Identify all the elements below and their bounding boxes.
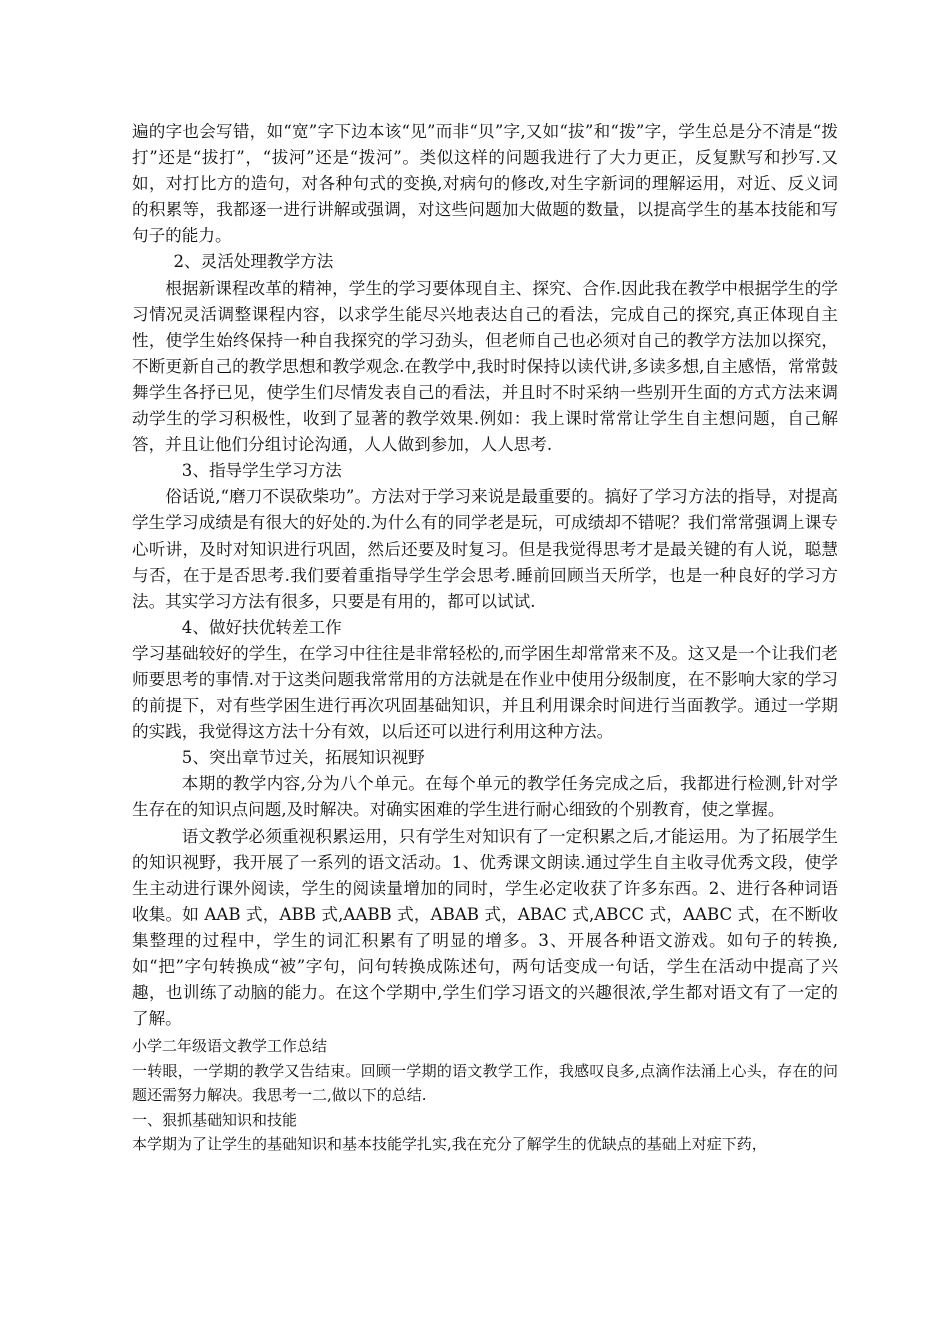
paragraph-proverb: 俗话说,“磨刀不误砍柴功”。方法对于学习来说是最重要的。搞好了学习方法的指导，对提高学生学习成绩是有很大的好处的.为什么有的同学老是玩，可成绩却不错呢？我们常常强调上课专心听讲，及时对知识进行巩固，然后还要及时复习。但是我觉得思考才是最关键的有人说，聪慧与否，在于是否思考.我们要着重指导学生学会思考.睡前回顾当天所学，也是一种良好的学习方法。其实学习方法有很多，只要是有用的，都可以试试. <box>132 487 838 611</box>
summary-title: 小学二年级语文教学工作总结 <box>132 1037 328 1056</box>
paragraph-language-activities: 语文教学必须重视积累运用，只有学生对知识有了一定积累之后,才能运用。为了拓展学生的知识视野，我开展了一系列的语文活动。1、优秀课文朗读.通过学生自主收寻优秀文段，使学生主动进行课外阅读，学生的阅读量增加的同时，学生必定收获了许多东西。2、进行各种词语收集。如 AAB 式，ABB 式,AABB 式，ABAB 式，ABAC 式,ABCC 式，AABC 式，在不断收集整理的过程中，学生的词汇积累有了明显的增多。3、开展各种语文游戏。如句子的转换,如“把”字句转换成“被”字句，问句转换成陈述句，两句话变成一句话，学生在活动中提高了兴趣，也训练了动脑的能力。在这个学期中,学生们学习语文的兴趣很浓,学生都对语文有了一定的了解。 <box>132 826 838 1029</box>
paragraph-graded-homework: 学习基础较好的学生，在学习中往往是非常轻松的,而学困生却常常来不及。这又是一个让我们老师要思考的事情.对于这类问题我常常用的方法就是在作业中使用分级制度，在不影响大家的学习的前提下，对有些学困生进行再次巩固基础知识，并且利用课余时间进行当面教学。通过一学期的实践，我觉得这方法十分有效，以后还可以进行利用这种方法。 <box>132 643 838 742</box>
heading-study-methods: 3、指导学生学习方法 <box>181 461 342 481</box>
document-page <box>132 119 838 1157</box>
second-summary-block <box>132 1034 838 1157</box>
heading-flexible-methods: 2、灵活处理教学方法 <box>173 252 334 272</box>
paragraph-writing-errors: 遍的字也会写错，如“宽”字下边本该“见”而非“贝”字,又如“拔”和“拨”字，学生总是分不清是“拨打”还是“拔打”，“拔河”还是“拨河”。类似这样的问题我进行了大力更正，反复默写和抄写.又如，对打比方的造句，对各种句式的变换,对病句的修改,对生字新词的理解运用，对近、反义词的积累等，我都逐一进行讲解或强调，对这些问题加大做题的数量，以提高学生的基本技能和写句子的能力。 <box>132 122 838 246</box>
summary-body: 本学期为了让学生的基础知识和基本技能学扎实,我在充分了解学生的优缺点的基础上对症下药， <box>132 1135 767 1154</box>
paragraph-new-curriculum: 根据新课程改革的精神，学生的学习要体现自主、探究、合作.因此我在教学中根据学生的学习情况灵活调整课程内容，以求学生能尽兴地表达自己的看法，完成自己的探究,真正体现自主性，使学生始终保持一种自我探究的学习劲头，但老师自己也必须对自己的教学方法加以探究，不断更新自己的教学思想和教学观念.在教学中,我时时保持以读代讲,多读多想,自主感悟，常常鼓舞学生各抒已见，使学生们尽情发表自己的看法，并且时不时采纳一些别开生面的方式方法来调动学生的学习积极性，收到了显著的教学效果.例如：我上课时常常让学生自主想问题，自己解答，并且让他们分组讨论沟通，人人做到参加，人人思考. <box>132 278 838 455</box>
heading-chapter-review: 5、突出章节过关，拓展知识视野 <box>181 748 425 768</box>
paragraph-eight-units: 本期的教学内容,分为八个单元。在每个单元的教学任务完成之后，我都进行检测,针对学生存在的知识点问题,及时解决。对确实困难的学生进行耐心细致的个别教育，使之掌握。 <box>132 774 838 820</box>
heading-help-students: 4、做好扶优转差工作 <box>181 617 342 637</box>
summary-section-heading: 一、狠抓基础知识和技能 <box>132 1110 298 1129</box>
summary-intro: 一转眼，一学期的教学又告结束。回顾一学期的语文教学工作，我感叹良多,点滴作法涌上心头，存在的问题还需努力解决。我思考一二,做以下的总结. <box>132 1061 838 1105</box>
